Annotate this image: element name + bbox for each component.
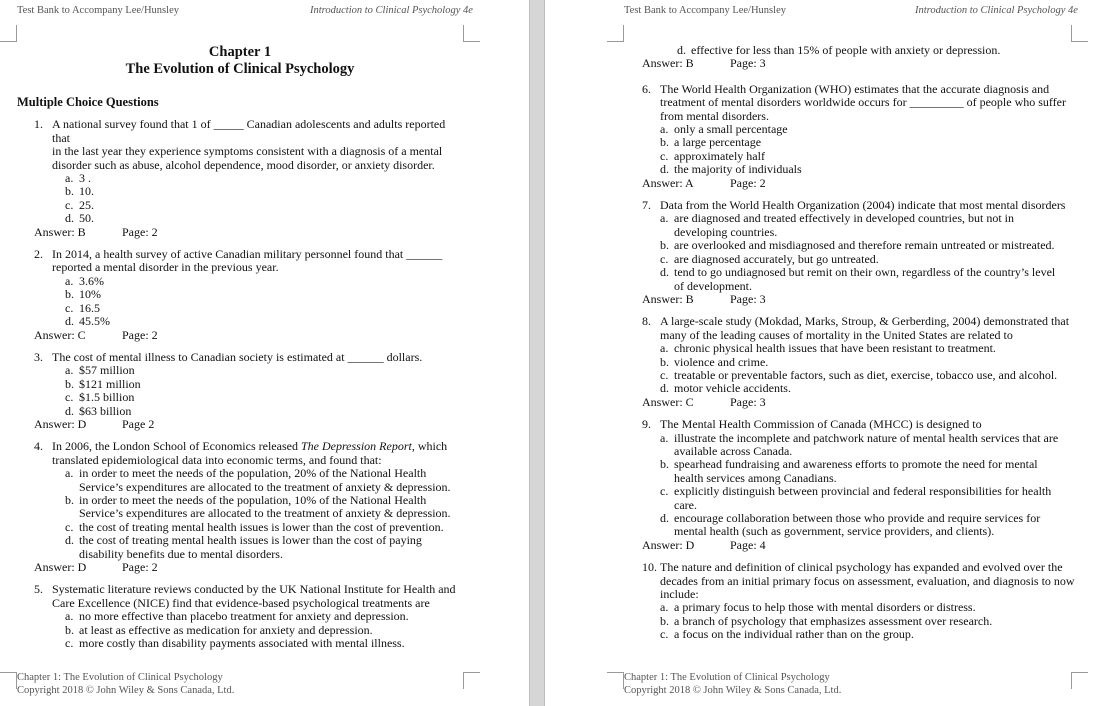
answer-option <box>642 615 1082 628</box>
answer-key: Answer: D <box>34 416 87 431</box>
crop-mark <box>1071 25 1088 42</box>
answer-line <box>642 539 1082 552</box>
option-letter: b. <box>65 184 74 199</box>
option-letter: b. <box>660 354 669 369</box>
question-item <box>34 118 463 239</box>
option-letter: a. <box>660 211 669 226</box>
question-text-line: Data from the World Health Organization (2004) indicate that most mental disorders <box>660 198 1066 213</box>
answer-option <box>642 628 1082 641</box>
option-text: $63 billion <box>79 403 132 418</box>
option-text-line: are diagnosed and treated effectively in developed countries, but not in <box>674 211 1014 226</box>
option-letter: d. <box>660 162 669 177</box>
answer-key: Answer: B <box>34 224 86 239</box>
option-text-line: health services among Canadians. <box>674 470 837 485</box>
answer-option <box>34 275 463 288</box>
question-stem <box>642 418 1082 431</box>
option-text: 10% <box>79 287 101 302</box>
running-header-right: Introduction to Clinical Psychology 4e <box>310 5 473 16</box>
question-number: 6. <box>642 81 651 96</box>
question-continuation <box>642 44 1082 71</box>
option-letter: c. <box>65 636 74 651</box>
option-letter: c. <box>65 390 74 405</box>
crop-mark <box>607 25 624 42</box>
option-letter: d. <box>660 265 669 280</box>
option-text-line: available across Canada. <box>674 443 793 458</box>
answer-key: Answer: A <box>642 175 694 190</box>
answer-option <box>642 239 1082 252</box>
answer-option <box>34 521 463 534</box>
running-header-left: Test Bank to Accompany Lee/Hunsley <box>17 5 179 16</box>
option-text <box>674 485 1082 512</box>
option-text: 10. <box>79 184 94 199</box>
option-text: 45.5% <box>79 314 110 329</box>
answer-option <box>642 123 1082 136</box>
crop-mark <box>1071 672 1088 689</box>
question-text-line: disorder such as abuse, alcohol dependence, mood disorder, or anxiety disorder. <box>52 157 435 172</box>
option-text: $57 million <box>79 363 135 378</box>
question-item <box>34 248 463 342</box>
option-text <box>674 212 1082 239</box>
option-text-line: illustrate the incomplete and patchwork nature of mental health services that are <box>674 430 1059 445</box>
answer-option <box>34 172 463 185</box>
question-item <box>34 583 463 650</box>
question-stem <box>34 248 463 275</box>
question-stem <box>642 315 1082 342</box>
answer-option <box>642 44 1082 57</box>
answer-option <box>34 624 463 637</box>
answer-line <box>642 57 1082 70</box>
option-text <box>674 512 1082 539</box>
option-text: are overlooked and misdiagnosed and therefore remain untreated or mistreated. <box>674 238 1055 253</box>
answer-page: Page: 2 <box>730 175 766 190</box>
option-text: chronic physical health issues that have been resistant to treatment. <box>674 341 996 356</box>
option-text <box>79 534 463 561</box>
answer-page: Page 2 <box>122 416 155 431</box>
answer-key: Answer: D <box>642 537 695 552</box>
option-letter: c. <box>65 300 74 315</box>
answer-option <box>34 212 463 225</box>
option-letter: d. <box>65 211 74 226</box>
option-text <box>674 458 1082 485</box>
answer-option <box>642 136 1082 149</box>
option-text-line: mental health (such as government, service providers, and clients). <box>674 524 995 539</box>
question-text-line: many of the leading causes of mortality in the United States are related to <box>660 327 1013 342</box>
question-text-line: Care Excellence (NICE) find that evidence-based psychological treatments are <box>52 595 430 610</box>
crop-mark <box>463 672 480 689</box>
option-letter: a. <box>660 600 669 615</box>
question-text-line: The World Health Organization (WHO) estimates that the accurate diagnosis and <box>660 81 1050 96</box>
question-item <box>642 83 1082 190</box>
page-body-right <box>642 44 1082 651</box>
question-text-line: The cost of mental illness to Canadian society is estimated at ______ dollars. <box>52 349 423 364</box>
question-text <box>660 199 1082 212</box>
option-text: motor vehicle accidents. <box>674 381 791 396</box>
question-text-line: In 2006, the London School of Economics released The Depression Report, which <box>52 439 448 454</box>
answer-option <box>34 199 463 212</box>
question-number: 10. <box>642 560 657 575</box>
question-number: 7. <box>642 198 651 213</box>
option-letter: b. <box>65 492 74 507</box>
option-letter: a. <box>660 430 669 445</box>
answer-line <box>34 418 463 431</box>
page-body-left <box>17 44 463 659</box>
option-text: at least as effective as medication for anxiety and depression. <box>79 622 373 637</box>
question-text-line: A large-scale study (Mokdad, Marks, Stroup, & Gerberding, 2004) demonstrated that <box>660 314 1070 329</box>
answer-option <box>642 150 1082 163</box>
question-stem <box>642 83 1082 123</box>
option-text: 16.5 <box>79 300 100 315</box>
question-item <box>642 561 1082 641</box>
option-letter: a. <box>65 273 74 288</box>
question-number: 3. <box>34 349 43 364</box>
option-text-line: Service’s expenditures are allocated to the treatment of anxiety & depression. <box>79 479 451 494</box>
option-letter: c. <box>65 197 74 212</box>
running-header-left: Test Bank to Accompany Lee/Hunsley <box>624 5 786 16</box>
chapter-title: The Evolution of Clinical Psychology <box>125 61 355 77</box>
option-letter: c. <box>660 627 669 642</box>
answer-option <box>642 266 1082 293</box>
option-letter: d. <box>660 381 669 396</box>
option-text: a branch of psychology that emphasizes assessment over research. <box>674 613 993 628</box>
option-letter: d. <box>65 314 74 329</box>
answer-key: Answer: C <box>642 394 694 409</box>
option-text <box>79 494 463 521</box>
option-letter: c. <box>660 367 669 382</box>
question-text-line: decades from an initial primary focus on assessment, evaluation, and diagnosis to now <box>660 573 1075 588</box>
answer-option <box>642 212 1082 239</box>
option-text-line: the cost of treating mental health issues is lower than the cost of paying <box>79 533 422 548</box>
option-text-line: care. <box>674 497 697 512</box>
answer-option <box>34 185 463 198</box>
section-heading: Multiple Choice Questions <box>17 95 159 109</box>
option-letter: b. <box>65 376 74 391</box>
option-text: a focus on the individual rather than on the group. <box>674 627 914 642</box>
question-number: 4. <box>34 439 43 454</box>
answer-option <box>642 432 1082 459</box>
crop-mark <box>463 25 480 42</box>
answer-line <box>34 226 463 239</box>
chapter-number: Chapter 1 <box>208 44 272 60</box>
answer-option <box>642 382 1082 395</box>
option-letter: c. <box>660 148 669 163</box>
question-text-line: in the last year they experience symptoms consistent with a diagnosis of a mental <box>52 144 443 159</box>
question-text <box>660 561 1082 601</box>
answer-line <box>642 177 1082 190</box>
option-letter: a. <box>65 363 74 378</box>
option-text: effective for less than 15% of people with anxiety or depression. <box>691 43 1001 57</box>
page-footer-left <box>17 671 234 697</box>
option-text: only a small percentage <box>674 122 788 137</box>
option-letter: b. <box>660 457 669 472</box>
question-stem <box>642 561 1082 601</box>
answer-page: Page: 3 <box>730 394 766 409</box>
answer-page: Page: 3 <box>730 56 766 71</box>
question-item <box>642 199 1082 306</box>
question-text-line: treatment of mental disorders worldwide occurs for _________ of people who suffer <box>660 95 1067 110</box>
question-item <box>34 351 463 431</box>
answer-key: Answer: C <box>34 327 86 342</box>
option-text-line: explicitly distinguish between provincial and federal responsibilities for health <box>674 484 1052 499</box>
crop-mark <box>607 672 624 689</box>
question-text-line: Systematic literature reviews conducted by the UK National Institute for Health and <box>52 582 456 597</box>
answer-page: Page: 2 <box>122 327 158 342</box>
page-footer-right <box>624 671 841 697</box>
question-text-line: A national survey found that 1 of _____ Canadian adolescents and adults reported that <box>52 117 446 145</box>
crop-mark <box>0 25 17 42</box>
footer-copyright: Copyright 2018 © John Wiley & Sons Canada, Ltd. <box>624 685 842 696</box>
answer-option <box>34 391 463 404</box>
option-text-line: encourage collaboration between those who provide and require services for <box>674 511 1041 525</box>
option-text: 3.6% <box>79 273 104 288</box>
footer-chapter: Chapter 1: The Evolution of Clinical Psychology <box>17 672 223 683</box>
answer-option <box>34 302 463 315</box>
question-item <box>642 418 1082 552</box>
question-text-line: translated epidemiological data into economic terms, and found that: <box>52 452 382 467</box>
option-text-line: Service’s expenditures are allocated to the treatment of anxiety & depression. <box>79 506 451 521</box>
option-text-line: disability benefits due to mental disorders. <box>79 546 283 561</box>
question-stem <box>34 583 463 610</box>
option-text: treatable or preventable factors, such as diet, exercise, tobacco use, and alcohol. <box>674 367 1058 382</box>
answer-option <box>34 494 463 521</box>
answer-option <box>34 378 463 391</box>
answer-option <box>34 364 463 377</box>
question-text-line: The Mental Health Commission of Canada (MHCC) is designed to <box>660 417 982 432</box>
option-text: the majority of individuals <box>674 162 802 177</box>
option-letter: b. <box>65 287 74 302</box>
option-text-line: spearhead fundraising and awareness efforts to promote the need for mental <box>674 457 1038 472</box>
question-number: 1. <box>34 117 43 132</box>
option-letter: d. <box>660 511 669 525</box>
question-stem <box>642 199 1082 212</box>
option-text-line: tend to go undiagnosed but remit on their own, regardless of the country’s level <box>674 265 1056 280</box>
answer-option <box>34 637 463 650</box>
answer-key: Answer: B <box>642 56 694 71</box>
question-text <box>52 440 463 467</box>
option-letter: c. <box>660 251 669 266</box>
option-text: no more effective than placebo treatment for anxiety and depression. <box>79 609 409 624</box>
question-item <box>34 440 463 574</box>
option-letter: a. <box>65 171 74 186</box>
question-text <box>660 418 1082 431</box>
document-page-left <box>0 0 529 706</box>
option-letter: b. <box>660 613 669 628</box>
question-number: 5. <box>34 582 43 597</box>
answer-option <box>642 458 1082 485</box>
answer-option <box>642 369 1082 382</box>
answer-option <box>642 601 1082 614</box>
answer-option <box>34 610 463 623</box>
answer-page: Page: 3 <box>730 291 766 306</box>
question-text <box>52 351 463 364</box>
option-text: 3 . <box>79 171 91 186</box>
document-page-right <box>545 0 1117 706</box>
option-text-line: developing countries. <box>674 224 778 239</box>
answer-line <box>642 293 1082 306</box>
question-stem <box>34 118 463 172</box>
answer-option <box>642 356 1082 369</box>
question-text-line: reported a mental disorder in the previous year. <box>52 260 279 275</box>
footer-copyright: Copyright 2018 © John Wiley & Sons Canada, Ltd. <box>17 685 235 696</box>
option-text <box>674 266 1082 293</box>
option-text: $1.5 billion <box>79 390 135 405</box>
option-letter: b. <box>660 238 669 253</box>
question-text <box>660 315 1082 342</box>
answer-page: Page: 4 <box>730 537 766 552</box>
option-text: the cost of treating mental health issues is lower than the cost of prevention. <box>79 519 444 534</box>
option-text: a primary focus to help those with mental disorders or distress. <box>674 600 976 615</box>
option-text: approximately half <box>674 148 765 163</box>
question-text-line: include: <box>660 587 699 602</box>
option-text <box>674 432 1082 459</box>
option-text: 25. <box>79 197 94 212</box>
answer-option <box>34 534 463 561</box>
option-letter: a. <box>660 341 669 356</box>
answer-option <box>642 512 1082 539</box>
option-letter: b. <box>65 622 74 637</box>
option-text-line: in order to meet the needs of the population, 20% of the National Health <box>79 466 427 481</box>
answer-option <box>642 342 1082 355</box>
answer-line <box>34 329 463 342</box>
option-letter: d. <box>677 43 686 57</box>
option-letter: d. <box>65 533 74 548</box>
question-text-line: The nature and definition of clinical psychology has expanded and evolved over the <box>660 560 1063 575</box>
question-text <box>660 83 1082 123</box>
answer-option <box>642 253 1082 266</box>
option-letter: c. <box>660 484 669 499</box>
answer-option <box>34 288 463 301</box>
option-text: more costly than disability payments associated with mental illness. <box>79 636 405 651</box>
question-text <box>52 248 463 275</box>
option-letter: a. <box>65 466 74 481</box>
option-text: 50. <box>79 211 94 226</box>
answer-key: Answer: D <box>34 560 87 574</box>
question-list-right <box>642 83 1082 642</box>
answer-page: Page: 2 <box>122 224 158 239</box>
answer-option <box>34 315 463 328</box>
question-item <box>642 315 1082 409</box>
answer-key: Answer: B <box>642 291 694 306</box>
footer-chapter: Chapter 1: The Evolution of Clinical Psychology <box>624 672 830 683</box>
option-text-line: of development. <box>674 278 752 293</box>
question-number: 8. <box>642 314 651 329</box>
question-text <box>52 118 463 172</box>
question-number: 9. <box>642 417 651 432</box>
option-text: violence and crime. <box>674 354 769 369</box>
option-text <box>79 467 463 494</box>
answer-option <box>34 467 463 494</box>
question-text <box>52 583 463 610</box>
question-stem <box>34 440 463 467</box>
page-gutter <box>529 0 545 706</box>
option-text: a large percentage <box>674 135 762 150</box>
question-text-line: from mental disorders. <box>660 108 769 123</box>
question-stem <box>34 351 463 364</box>
option-text: $121 million <box>79 376 141 391</box>
option-text-line: in order to meet the needs of the population, 10% of the National Health <box>79 492 427 507</box>
running-header-right: Introduction to Clinical Psychology 4e <box>915 5 1078 16</box>
option-text: are diagnosed accurately, but go untreated. <box>674 251 879 266</box>
question-text-line: In 2014, a health survey of active Canadian military personnel found that ______ <box>52 247 443 262</box>
question-list-left <box>17 118 463 650</box>
answer-option <box>34 405 463 418</box>
answer-line <box>34 561 463 574</box>
answer-option <box>642 485 1082 512</box>
answer-option <box>642 163 1082 176</box>
option-letter: a. <box>660 122 669 137</box>
report-title: The Depression Report <box>300 439 412 454</box>
crop-mark <box>0 672 17 689</box>
option-letter: b. <box>660 135 669 150</box>
question-number: 2. <box>34 247 43 262</box>
option-letter: d. <box>65 403 74 418</box>
answer-line <box>642 396 1082 409</box>
option-letter: c. <box>65 519 74 534</box>
option-letter: a. <box>65 609 74 624</box>
answer-page: Page: 2 <box>122 560 158 574</box>
